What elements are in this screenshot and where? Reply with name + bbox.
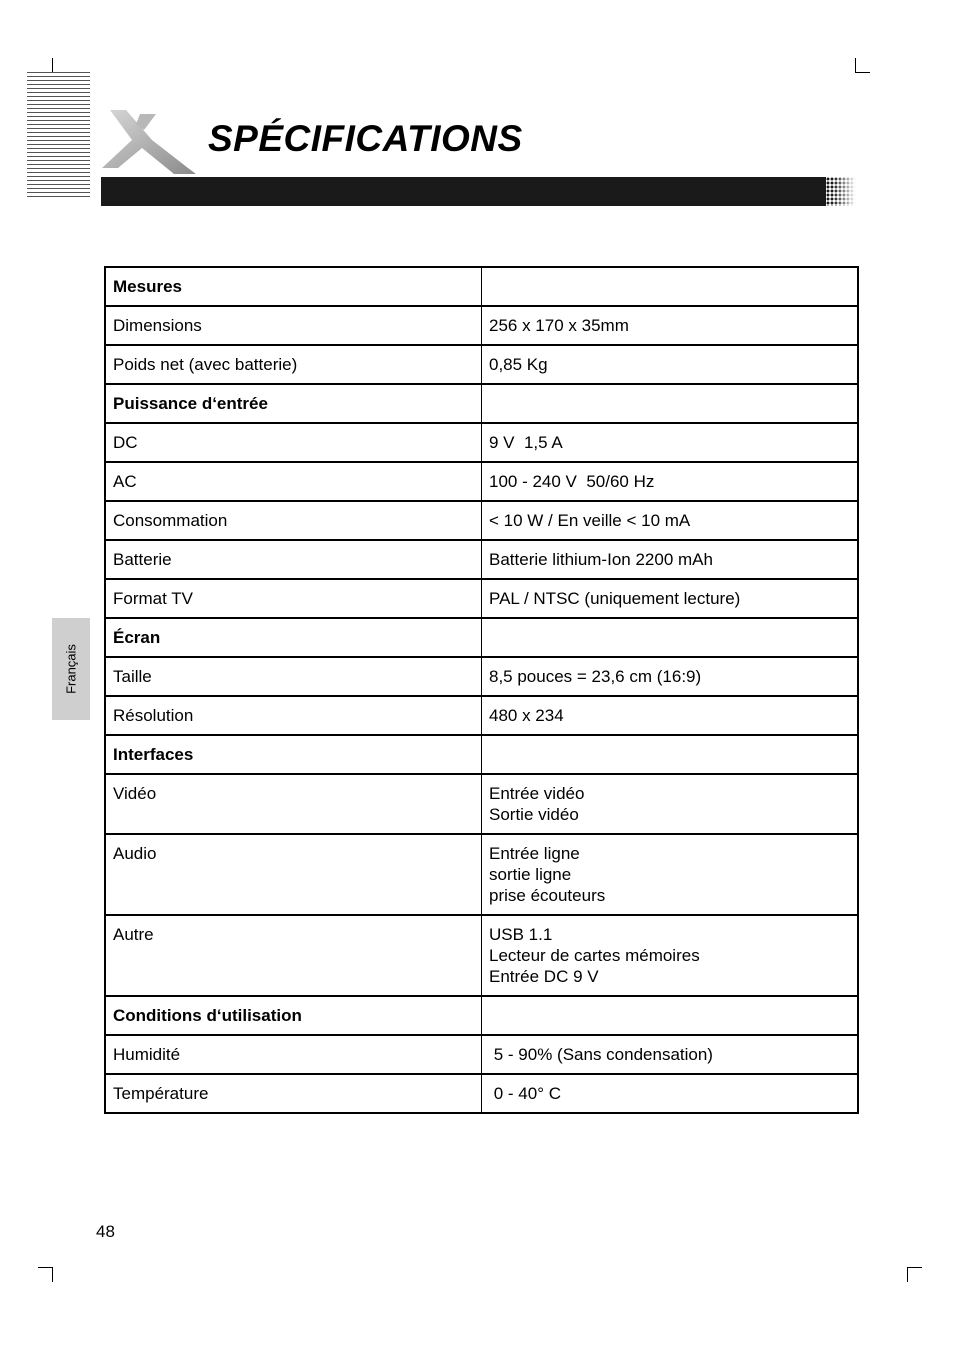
specifications-table <box>104 266 859 1114</box>
spec-value-line: Entrée vidéo <box>489 784 585 803</box>
table-row <box>105 696 858 735</box>
table-row <box>105 306 858 345</box>
spec-value-line: 8,5 pouces = 23,6 cm (16:9) <box>489 667 702 686</box>
table-row <box>105 834 858 915</box>
spec-label: Température <box>105 1074 482 1113</box>
language-tab-label: Français <box>63 644 79 694</box>
spec-label: Batterie <box>105 540 482 579</box>
spec-label: Humidité <box>105 1035 482 1074</box>
spec-label: Taille <box>105 657 482 696</box>
spec-value <box>482 1035 859 1074</box>
spec-value <box>482 834 859 915</box>
x-brand-logo-icon <box>96 106 196 178</box>
section-heading: Interfaces <box>105 735 482 774</box>
spec-label: Vidéo <box>105 774 482 834</box>
table-row <box>105 423 858 462</box>
table-section-row <box>105 618 858 657</box>
spec-value-line: Entrée ligne <box>489 844 580 863</box>
table-row <box>105 540 858 579</box>
table-section-row <box>105 267 858 306</box>
spec-value-line: 9 V 1,5 A <box>489 433 563 452</box>
title-underline-bar <box>101 177 826 206</box>
spec-value-line: prise écouteurs <box>489 886 606 905</box>
table-row <box>105 345 858 384</box>
spec-value <box>482 345 859 384</box>
table-row <box>105 501 858 540</box>
spec-value <box>482 501 859 540</box>
spec-value <box>482 657 859 696</box>
spec-value <box>482 267 859 306</box>
section-heading: Mesures <box>105 267 482 306</box>
section-heading: Écran <box>105 618 482 657</box>
spec-value-line: 256 x 170 x 35mm <box>489 316 629 335</box>
spec-value <box>482 540 859 579</box>
title-bar-dot-pattern <box>818 177 856 206</box>
spec-value-line: Lecteur de cartes mémoires <box>489 946 700 965</box>
table-row <box>105 462 858 501</box>
spec-value-line: Sortie vidéo <box>489 805 579 824</box>
spec-value-line: 0,85 Kg <box>489 355 548 374</box>
spec-label: Dimensions <box>105 306 482 345</box>
spec-value <box>482 735 859 774</box>
spec-label: Format TV <box>105 579 482 618</box>
spec-value <box>482 1074 859 1113</box>
table-section-row <box>105 735 858 774</box>
crop-mark-bottom-left <box>38 1267 53 1282</box>
spec-value-line: 0 - 40° C <box>489 1084 561 1103</box>
spec-value-line: 480 x 234 <box>489 706 564 725</box>
spec-value-line: PAL / NTSC (uniquement lecture) <box>489 589 741 608</box>
section-heading: Conditions d‘utilisation <box>105 996 482 1035</box>
spec-value-line: USB 1.1 <box>489 925 553 944</box>
spec-label: Poids net (avec batterie) <box>105 345 482 384</box>
spec-label: DC <box>105 423 482 462</box>
crop-mark-top-right <box>855 58 870 73</box>
spec-value-line: 100 - 240 V 50/60 Hz <box>489 472 655 491</box>
spec-value <box>482 996 859 1035</box>
table-row <box>105 579 858 618</box>
spec-value <box>482 696 859 735</box>
spec-value-line: 5 - 90% (Sans condensation) <box>489 1045 713 1064</box>
page-title: SPÉCIFICATIONS <box>208 118 523 159</box>
language-tab <box>52 618 90 720</box>
spec-value <box>482 915 859 996</box>
spec-value <box>482 423 859 462</box>
table-section-row <box>105 384 858 423</box>
spec-value-line: Entrée DC 9 V <box>489 967 599 986</box>
spec-label: Autre <box>105 915 482 996</box>
table-row <box>105 774 858 834</box>
spec-value <box>482 384 859 423</box>
header-stripes <box>27 72 90 200</box>
section-heading: Puissance d‘entrée <box>105 384 482 423</box>
spec-value-line: < 10 W / En veille < 10 mA <box>489 511 691 530</box>
page-number: 48 <box>96 1222 115 1241</box>
crop-mark-bottom-right <box>907 1267 922 1282</box>
spec-label: Audio <box>105 834 482 915</box>
spec-value-line: sortie ligne <box>489 865 572 884</box>
specifications-table-body <box>105 267 858 1113</box>
spec-label: Consommation <box>105 501 482 540</box>
spec-label: AC <box>105 462 482 501</box>
spec-value-line: Batterie lithium-Ion 2200 mAh <box>489 550 713 569</box>
spec-label: Résolution <box>105 696 482 735</box>
table-row <box>105 657 858 696</box>
table-section-row <box>105 996 858 1035</box>
table-row <box>105 1035 858 1074</box>
table-row <box>105 915 858 996</box>
table-row <box>105 1074 858 1113</box>
spec-value <box>482 579 859 618</box>
spec-value <box>482 306 859 345</box>
spec-value <box>482 618 859 657</box>
crop-mark-top-left <box>38 58 53 73</box>
spec-value <box>482 462 859 501</box>
spec-value <box>482 774 859 834</box>
